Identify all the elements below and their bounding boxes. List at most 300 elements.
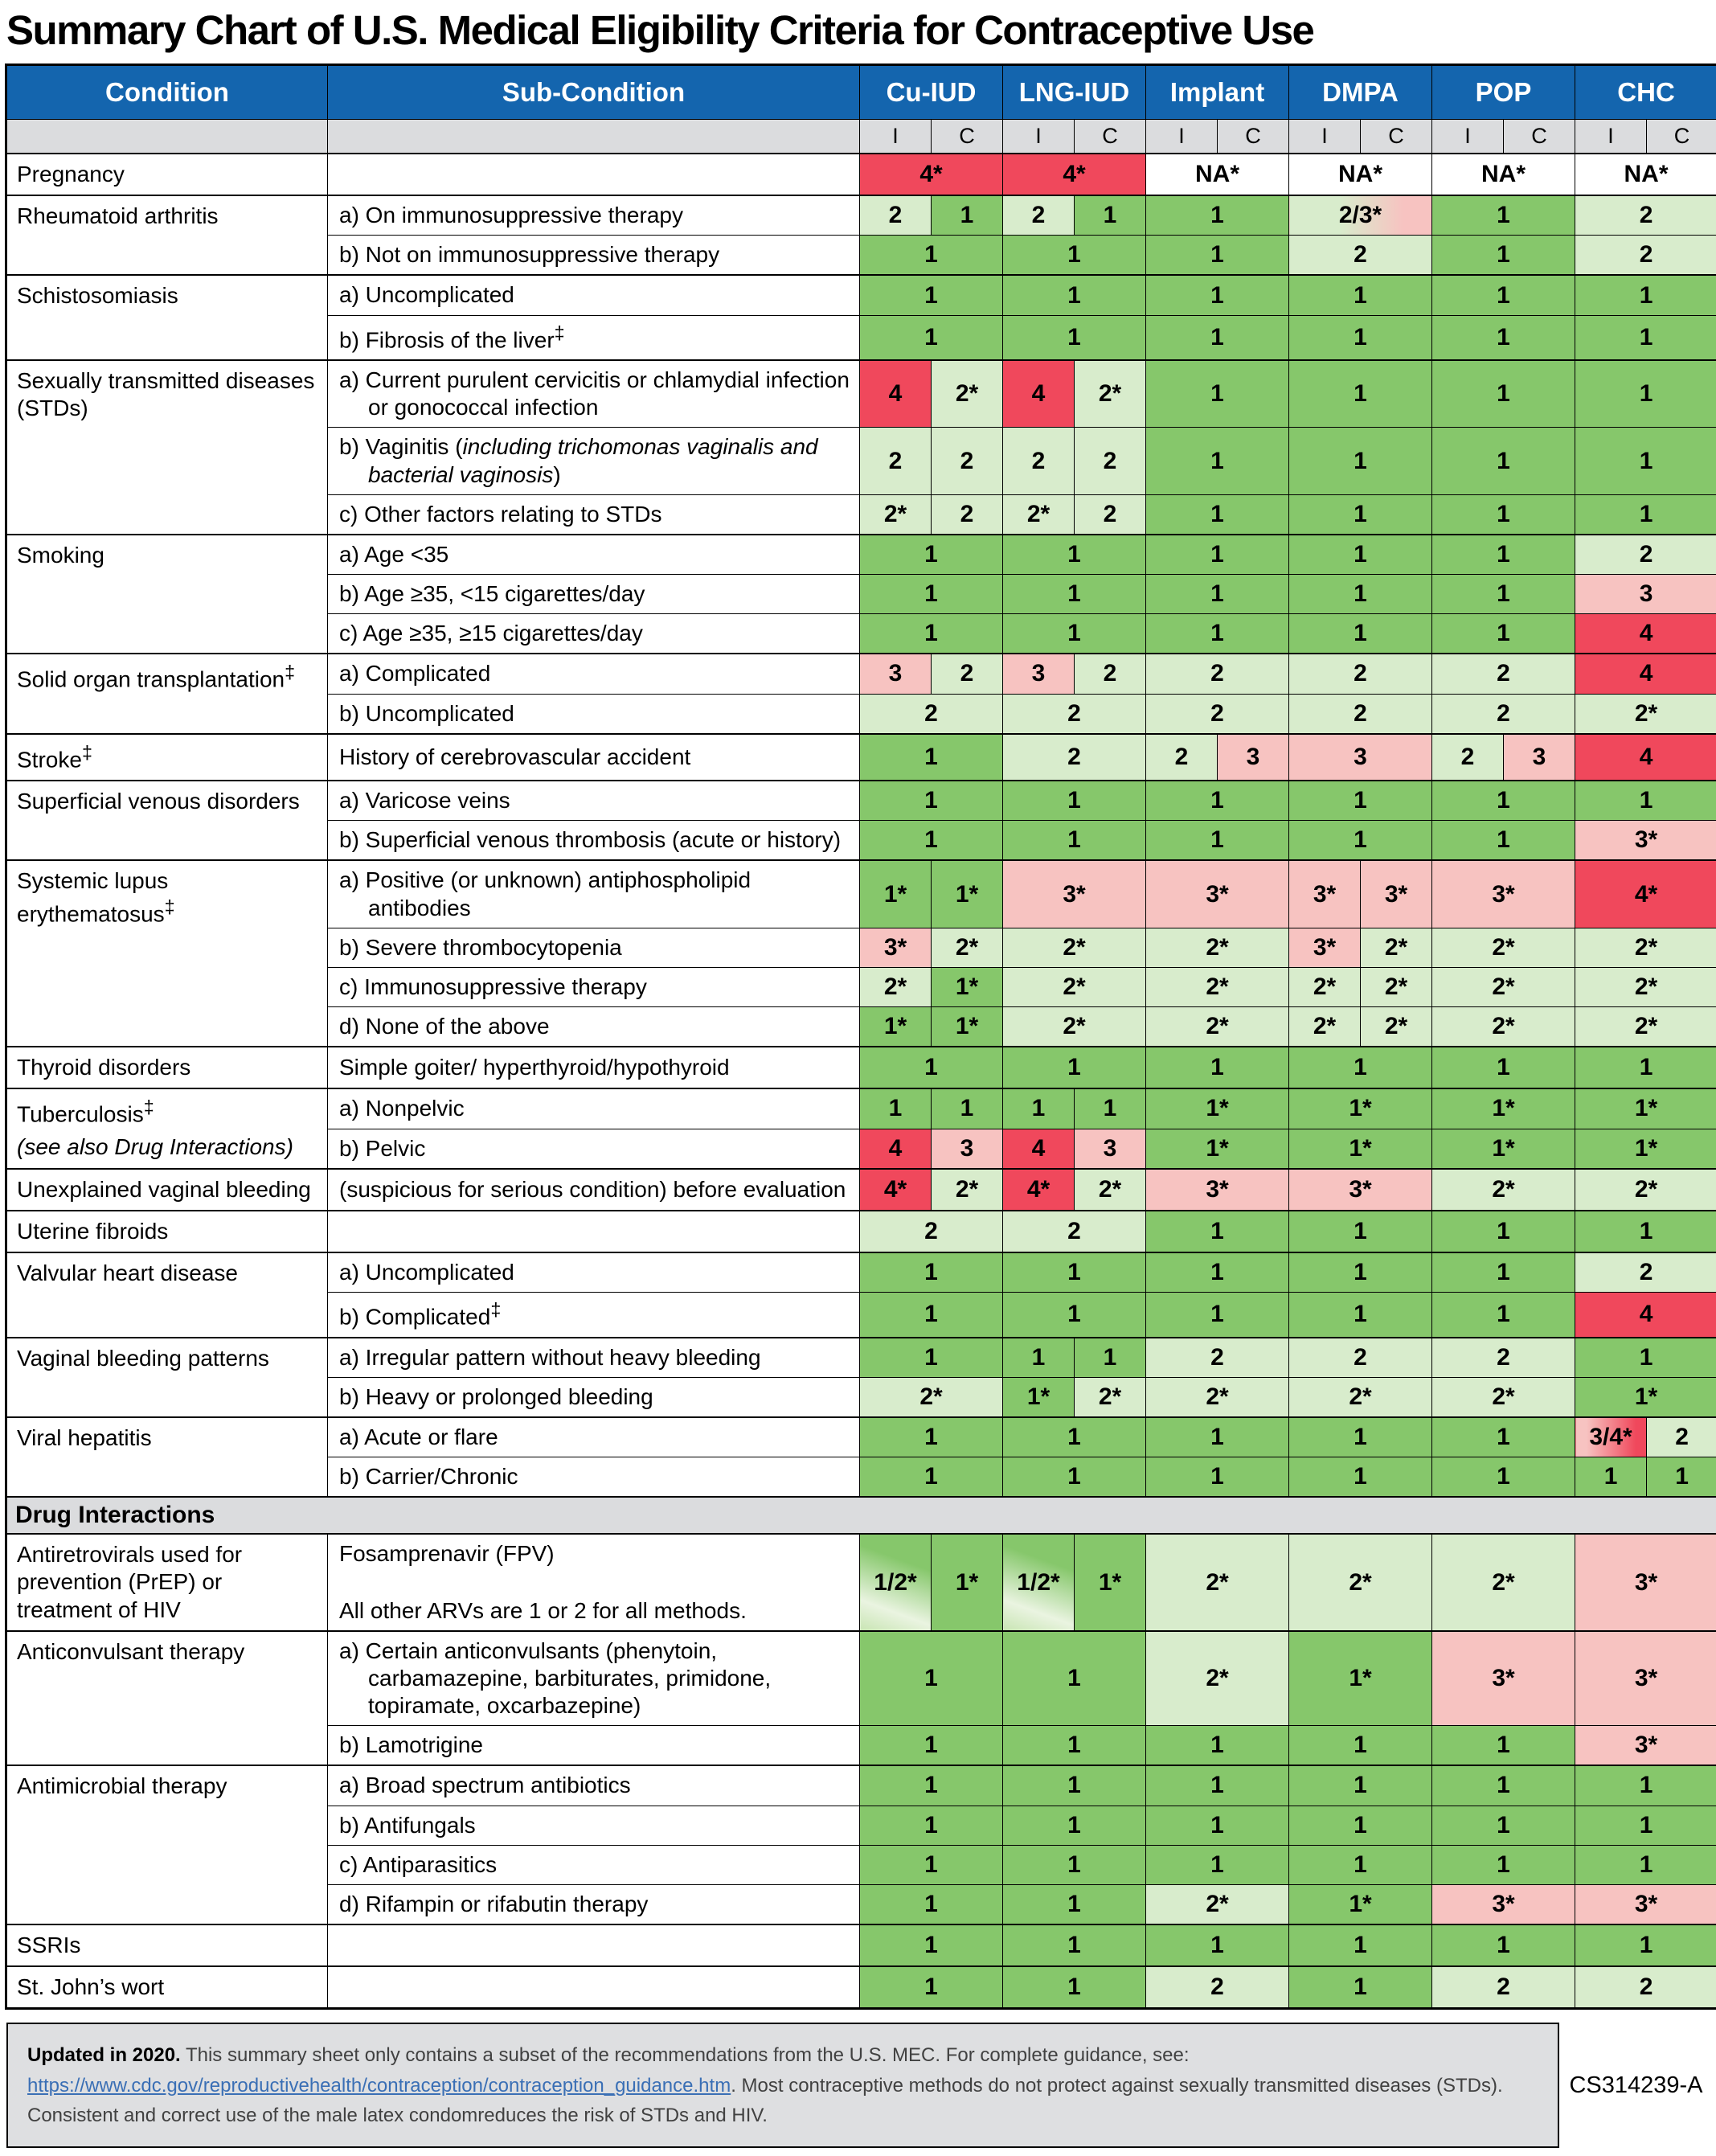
value-cell: NA* bbox=[1146, 154, 1289, 195]
value-cell: 1 bbox=[1146, 821, 1289, 861]
value-cell: 2 bbox=[1432, 1338, 1575, 1378]
condition-cell bbox=[6, 734, 328, 781]
mec-table bbox=[5, 64, 1716, 2010]
sub-condition-label: a) Acute or flare bbox=[339, 1424, 854, 1451]
value-cell: 1 bbox=[1432, 1211, 1575, 1252]
condition-label: SSRIs bbox=[17, 1933, 80, 1957]
value-cell: 1 bbox=[1003, 575, 1146, 614]
value-cell: 1 bbox=[1432, 821, 1575, 861]
value-cell: 2 bbox=[860, 1211, 1003, 1252]
sub-condition-label: b) Carrier/Chronic bbox=[339, 1463, 854, 1490]
value-cell: 2 bbox=[1146, 694, 1289, 734]
condition-label: Anticonvulsant therapy bbox=[17, 1639, 244, 1664]
sub-condition-footnote-mark: ‡ bbox=[490, 1299, 501, 1320]
value-cell: 2* bbox=[1289, 1534, 1432, 1630]
value-cell: 1 bbox=[1003, 1631, 1146, 1726]
ic-header-cell: C bbox=[932, 120, 1003, 154]
sub-condition-label: a) Current purulent cervicitis or chlamydial infection or gonococcal infection bbox=[339, 367, 854, 421]
value-cell: 1 bbox=[860, 614, 1003, 654]
value-cell: 1* bbox=[1289, 1088, 1432, 1129]
sub-condition-label: c) Antiparasitics bbox=[339, 1851, 854, 1879]
table-row bbox=[6, 535, 1716, 575]
condition-cell bbox=[6, 1765, 328, 1924]
value-cell: NA* bbox=[1432, 154, 1575, 195]
value-cell: 2 bbox=[1432, 734, 1504, 781]
condition-label: Unexplained vaginal bleeding bbox=[17, 1177, 311, 1202]
condition-footnote-mark: ‡ bbox=[144, 1096, 154, 1117]
sub-condition-cell bbox=[328, 734, 860, 781]
footer-updated-label: Updated in 2020. bbox=[27, 2044, 181, 2066]
value-cell: 1 bbox=[1289, 1924, 1432, 1966]
value-cell: 1 bbox=[860, 236, 1003, 276]
value-cell: 3 bbox=[860, 654, 932, 694]
condition-footnote-mark: ‡ bbox=[165, 896, 175, 917]
ic-header-cell: I bbox=[1003, 120, 1075, 154]
value-cell: 2* bbox=[1003, 928, 1146, 967]
sub-condition-cell bbox=[328, 967, 860, 1006]
value-cell: 1 bbox=[1146, 1252, 1289, 1293]
value-cell: 1 bbox=[1003, 236, 1146, 276]
sub-condition-label: a) Irregular pattern without heavy bleeding bbox=[339, 1344, 854, 1371]
sub-condition-cell bbox=[328, 1211, 860, 1252]
value-cell: 1 bbox=[1146, 781, 1289, 821]
ic-blank-cell bbox=[6, 120, 328, 154]
table-row bbox=[6, 1631, 1716, 1726]
value-cell: 1 bbox=[860, 1924, 1003, 1966]
condition-cell bbox=[6, 1338, 328, 1417]
condition-label: Vaginal bleeding patterns bbox=[17, 1346, 269, 1371]
value-cell: 2* bbox=[1075, 360, 1146, 428]
condition-label: Systemic lupus erythematosus bbox=[17, 868, 168, 925]
value-cell: 4* bbox=[1575, 860, 1716, 928]
value-cell: 1* bbox=[860, 860, 932, 928]
value-cell: 1 bbox=[1432, 1252, 1575, 1293]
condition-footnote-mark: ‡ bbox=[285, 662, 295, 682]
value-cell: 2* bbox=[1432, 1534, 1575, 1630]
value-cell: 3* bbox=[1432, 1884, 1575, 1924]
sub-condition-cell bbox=[328, 575, 860, 614]
value-cell: 2 bbox=[1432, 654, 1575, 694]
value-cell: 1 bbox=[1146, 1765, 1289, 1806]
value-cell: 1 bbox=[1075, 1338, 1146, 1378]
value-cell: 1 bbox=[1289, 1726, 1432, 1766]
sub-condition-label: a) On immunosuppressive therapy bbox=[339, 202, 854, 229]
value-cell: 1 bbox=[860, 781, 1003, 821]
value-cell: 1 bbox=[1146, 360, 1289, 428]
value-cell: 2* bbox=[1146, 1007, 1289, 1047]
sub-condition-fragment: ) bbox=[553, 462, 560, 487]
sub-condition-label: b) Heavy or prolonged bleeding bbox=[339, 1383, 854, 1411]
value-cell: 1 bbox=[1432, 1293, 1575, 1338]
value-cell: 2 bbox=[1075, 428, 1146, 494]
value-cell: 2 bbox=[1575, 195, 1716, 236]
value-cell: 3 bbox=[1575, 575, 1716, 614]
table-row bbox=[6, 654, 1716, 694]
value-cell: 1* bbox=[1575, 1088, 1716, 1129]
value-cell: 1 bbox=[860, 1457, 1003, 1498]
value-cell: 2 bbox=[1289, 694, 1432, 734]
value-cell: 1 bbox=[1289, 360, 1432, 428]
sub-condition-cell bbox=[328, 1966, 860, 2009]
value-cell: 1 bbox=[1575, 1338, 1716, 1378]
value-cell: 2* bbox=[1075, 1169, 1146, 1211]
table-row bbox=[6, 1765, 1716, 1806]
value-cell: 2* bbox=[932, 360, 1003, 428]
value-cell: 1 bbox=[1003, 535, 1146, 575]
sub-condition-cell bbox=[328, 1252, 860, 1293]
value-cell: 1 bbox=[1289, 428, 1432, 494]
sub-condition-label: a) Broad spectrum antibiotics bbox=[339, 1772, 854, 1799]
value-cell: 1 bbox=[860, 315, 1003, 360]
value-cell: 2* bbox=[1432, 1169, 1575, 1211]
value-cell: 1 bbox=[1575, 275, 1716, 315]
sub-condition-cell bbox=[328, 494, 860, 535]
value-cell: 1 bbox=[1075, 195, 1146, 236]
value-cell: 3 bbox=[1218, 734, 1289, 781]
sub-condition-cell bbox=[328, 1088, 860, 1129]
value-cell: 2* bbox=[1432, 967, 1575, 1006]
sub-condition-cell bbox=[328, 1338, 860, 1378]
value-cell: 1 bbox=[860, 1806, 1003, 1845]
value-cell: 1 bbox=[860, 1845, 1003, 1884]
value-cell: 1 bbox=[1003, 1457, 1146, 1498]
sub-condition-label: b) Complicated‡ bbox=[339, 1298, 854, 1330]
sub-condition-label: d) Rifampin or rifabutin therapy bbox=[339, 1891, 854, 1918]
value-cell: 1 bbox=[1146, 575, 1289, 614]
value-cell: 2* bbox=[1575, 967, 1716, 1006]
value-cell: 1 bbox=[1575, 494, 1716, 535]
value-cell: 1 bbox=[1575, 1845, 1716, 1884]
sub-condition-label: a) Nonpelvic bbox=[339, 1095, 854, 1122]
sub-condition-cell bbox=[328, 275, 860, 315]
value-cell: 2* bbox=[1146, 928, 1289, 967]
condition-label: Rheumatoid arthritis bbox=[17, 203, 219, 228]
sub-condition-label: b) Age ≥35, <15 cigarettes/day bbox=[339, 580, 854, 608]
value-cell: 2 bbox=[932, 494, 1003, 535]
value-cell: 2* bbox=[932, 928, 1003, 967]
sub-condition-label: History of cerebrovascular accident bbox=[339, 744, 854, 771]
value-cell: 2* bbox=[1432, 928, 1575, 967]
sub-condition-label: a) Varicose veins bbox=[339, 787, 854, 814]
value-cell: 1 bbox=[1146, 1211, 1289, 1252]
condition-label: Viral hepatitis bbox=[17, 1425, 152, 1450]
value-cell: 1 bbox=[1146, 614, 1289, 654]
value-cell: 3* bbox=[1003, 860, 1146, 928]
value-cell: 2* bbox=[1361, 1007, 1432, 1047]
value-cell: 3/4* bbox=[1575, 1417, 1647, 1457]
table-row bbox=[6, 1924, 1716, 1966]
sub-condition-cell bbox=[328, 1457, 860, 1498]
ic-header-cell: C bbox=[1361, 120, 1432, 154]
value-cell: 1/2* bbox=[1003, 1534, 1075, 1630]
condition-label: Solid organ transplantation bbox=[17, 667, 285, 692]
value-cell: 1 bbox=[1003, 1806, 1146, 1845]
value-cell: 1 bbox=[860, 1338, 1003, 1378]
value-cell: 1 bbox=[1003, 1845, 1146, 1884]
col-header-sub-condition: Sub-Condition bbox=[328, 65, 860, 120]
value-cell: 1 bbox=[1432, 275, 1575, 315]
ic-header-cell: I bbox=[1146, 120, 1218, 154]
value-cell: NA* bbox=[1289, 154, 1432, 195]
sub-condition-label bbox=[339, 433, 854, 488]
value-cell: 1 bbox=[1575, 360, 1716, 428]
value-cell: 2 bbox=[860, 428, 932, 494]
value-cell: 1* bbox=[1146, 1129, 1289, 1169]
condition-label: Schistosomiasis bbox=[17, 283, 178, 308]
condition-cell bbox=[6, 654, 328, 733]
sub-condition-cell bbox=[328, 1726, 860, 1766]
value-cell: 2* bbox=[1146, 967, 1289, 1006]
sub-condition-cell bbox=[328, 781, 860, 821]
value-cell: 1 bbox=[1432, 575, 1575, 614]
value-cell: 1 bbox=[1146, 1806, 1289, 1845]
condition-cell bbox=[6, 360, 328, 535]
value-cell: 1 bbox=[860, 1726, 1003, 1766]
value-cell: 1 bbox=[1003, 1293, 1146, 1338]
table-row bbox=[6, 1338, 1716, 1378]
condition-label: Antimicrobial therapy bbox=[17, 1773, 227, 1798]
value-cell: 1 bbox=[1432, 195, 1575, 236]
value-cell: 4* bbox=[860, 154, 1003, 195]
value-cell: 4 bbox=[860, 1129, 932, 1169]
value-cell: 1* bbox=[1289, 1884, 1432, 1924]
method-column-header: DMPA bbox=[1289, 65, 1432, 120]
sub-condition-label: a) Complicated bbox=[339, 660, 854, 687]
value-cell: 1 bbox=[1432, 428, 1575, 494]
sub-condition-label: a) Positive (or unknown) antiphospholipid antibodies bbox=[339, 867, 854, 921]
sub-condition-cell bbox=[328, 821, 860, 861]
condition-cell bbox=[6, 860, 328, 1047]
condition-cell bbox=[6, 1169, 328, 1211]
value-cell: 1 bbox=[1289, 1457, 1432, 1498]
sub-condition-cell bbox=[328, 1845, 860, 1884]
condition-cell bbox=[6, 1211, 328, 1252]
value-cell: 3* bbox=[1146, 1169, 1289, 1211]
value-cell: 2 bbox=[1575, 535, 1716, 575]
sub-condition-label: c) Age ≥35, ≥15 cigarettes/day bbox=[339, 620, 854, 647]
doc-code: CS314239-A bbox=[1559, 2072, 1713, 2099]
sub-condition-cell bbox=[328, 1631, 860, 1726]
value-cell: 1 bbox=[1432, 1806, 1575, 1845]
condition-note: (see also Drug Interactions) bbox=[17, 1133, 321, 1161]
value-cell: 1 bbox=[1575, 428, 1716, 494]
value-cell: 1 bbox=[1289, 1806, 1432, 1845]
value-cell: 4* bbox=[1003, 154, 1146, 195]
method-column-header: LNG-IUD bbox=[1003, 65, 1146, 120]
value-cell: 2 bbox=[1146, 1966, 1289, 2009]
value-cell: 2 bbox=[1003, 428, 1075, 494]
value-cell: 1 bbox=[1289, 614, 1432, 654]
value-cell: 2 bbox=[1075, 654, 1146, 694]
value-cell: 4 bbox=[860, 360, 932, 428]
value-cell: 1 bbox=[1289, 494, 1432, 535]
value-cell: 2* bbox=[1289, 1377, 1432, 1417]
condition-label: Uterine fibroids bbox=[17, 1219, 168, 1244]
table-row bbox=[6, 1252, 1716, 1293]
value-cell: 1* bbox=[1289, 1631, 1432, 1726]
sub-condition-label: a) Uncomplicated bbox=[339, 1259, 854, 1286]
sub-condition-label: Simple goiter/ hyperthyroid/hypothyroid bbox=[339, 1054, 854, 1081]
value-cell: 3* bbox=[1432, 860, 1575, 928]
value-cell: 1/2* bbox=[860, 1534, 932, 1630]
value-cell: 1 bbox=[860, 575, 1003, 614]
value-cell: 2 bbox=[860, 694, 1003, 734]
value-cell: 2 bbox=[1075, 494, 1146, 535]
ic-header-cell: I bbox=[1575, 120, 1647, 154]
table-row bbox=[6, 154, 1716, 195]
sub-condition-label: a) Uncomplicated bbox=[339, 281, 854, 309]
condition-label: Smoking bbox=[17, 543, 104, 568]
value-cell: 4 bbox=[1575, 614, 1716, 654]
value-cell: 2 bbox=[1003, 734, 1146, 781]
value-cell: 4 bbox=[1575, 1293, 1716, 1338]
value-cell: 1 bbox=[1432, 1924, 1575, 1966]
value-cell: 1* bbox=[1432, 1088, 1575, 1129]
value-cell: 1 bbox=[1146, 1924, 1289, 1966]
value-cell: 3* bbox=[1361, 860, 1432, 928]
value-cell: 1 bbox=[1146, 1845, 1289, 1884]
value-cell: 1 bbox=[1003, 1966, 1146, 2009]
value-cell: 2* bbox=[1289, 967, 1361, 1006]
value-cell: 1 bbox=[1432, 494, 1575, 535]
value-cell: 2 bbox=[1003, 1211, 1146, 1252]
footer-guidance-link[interactable]: https://www.cdc.gov/reproductivehealth/contraception/contraception_guidance.htm bbox=[27, 2075, 731, 2097]
value-cell: 1 bbox=[1432, 1457, 1575, 1498]
sub-condition-cell bbox=[328, 1884, 860, 1924]
value-cell: 2 bbox=[1003, 195, 1075, 236]
value-cell: 2* bbox=[1432, 1377, 1575, 1417]
value-cell: 1 bbox=[860, 1631, 1003, 1726]
ic-blank-cell bbox=[328, 120, 860, 154]
value-cell: 1 bbox=[860, 1417, 1003, 1457]
value-cell: 2 bbox=[1575, 236, 1716, 276]
value-cell: 2* bbox=[1146, 1884, 1289, 1924]
value-cell: 1 bbox=[1146, 428, 1289, 494]
value-cell: 1 bbox=[860, 535, 1003, 575]
value-cell: 3* bbox=[1289, 860, 1361, 928]
value-cell: 2* bbox=[1146, 1631, 1289, 1726]
ic-header-cell: C bbox=[1218, 120, 1289, 154]
ic-header-cell: I bbox=[1432, 120, 1504, 154]
value-cell: 1 bbox=[1289, 575, 1432, 614]
condition-cell bbox=[6, 1534, 328, 1630]
ic-header-cell: C bbox=[1075, 120, 1146, 154]
value-cell: 3* bbox=[1575, 1631, 1716, 1726]
value-cell: 1 bbox=[1146, 1293, 1289, 1338]
value-cell: 1 bbox=[860, 1252, 1003, 1293]
value-cell: 1 bbox=[860, 734, 1003, 781]
condition-cell bbox=[6, 195, 328, 275]
sub-condition-label: a) Certain anticonvulsants (phenytoin, carbamazepine, barbiturates, primidone, topiramate, oxcarbazepine) bbox=[339, 1637, 854, 1719]
value-cell: 1 bbox=[1003, 275, 1146, 315]
condition-cell bbox=[6, 154, 328, 195]
value-cell: 1 bbox=[1146, 1726, 1289, 1766]
value-cell: 3* bbox=[1289, 928, 1361, 967]
sub-condition-label: b) Not on immunosuppressive therapy bbox=[339, 241, 854, 268]
value-cell: 2 bbox=[1289, 236, 1432, 276]
value-cell: 2 bbox=[860, 195, 932, 236]
condition-label: Thyroid disorders bbox=[17, 1055, 190, 1080]
value-cell: 1 bbox=[1575, 1924, 1716, 1966]
method-column-header: Cu-IUD bbox=[860, 65, 1003, 120]
value-cell: 1 bbox=[1289, 1293, 1432, 1338]
table-row bbox=[6, 1169, 1716, 1211]
value-cell: 1* bbox=[932, 1534, 1003, 1630]
value-cell: NA* bbox=[1575, 154, 1716, 195]
value-cell: 1 bbox=[1003, 781, 1146, 821]
sub-condition-label: b) Superficial venous thrombosis (acute or history) bbox=[339, 826, 854, 854]
table-row bbox=[6, 360, 1716, 428]
value-cell: 2* bbox=[1575, 928, 1716, 967]
table-row bbox=[6, 1534, 1716, 1630]
value-cell: 1 bbox=[1432, 360, 1575, 428]
value-cell: 1 bbox=[1289, 275, 1432, 315]
value-cell: 2 bbox=[1432, 1966, 1575, 2009]
sub-condition-fragment: b) Vaginitis ( bbox=[339, 434, 463, 459]
condition-cell bbox=[6, 1417, 328, 1497]
value-cell: 1 bbox=[1432, 1047, 1575, 1088]
table-row bbox=[6, 1966, 1716, 2009]
value-cell: 2* bbox=[1146, 1377, 1289, 1417]
value-cell: 1 bbox=[860, 1293, 1003, 1338]
value-cell: 1 bbox=[1432, 535, 1575, 575]
value-cell: 1 bbox=[1003, 1338, 1075, 1378]
value-cell: 2* bbox=[1146, 1534, 1289, 1630]
value-cell: 1 bbox=[860, 1765, 1003, 1806]
value-cell: 1 bbox=[1647, 1457, 1716, 1498]
value-cell: 2 bbox=[1146, 734, 1218, 781]
condition-cell bbox=[6, 535, 328, 654]
value-cell: 1 bbox=[1289, 781, 1432, 821]
table-row bbox=[6, 734, 1716, 781]
sub-condition-cell bbox=[328, 1534, 860, 1630]
value-cell: 2* bbox=[1361, 967, 1432, 1006]
sub-condition-cell bbox=[328, 195, 860, 236]
sub-condition-cell bbox=[328, 694, 860, 734]
value-cell: 1 bbox=[1575, 1211, 1716, 1252]
table-row bbox=[6, 1417, 1716, 1457]
value-cell: 2 bbox=[1003, 694, 1146, 734]
sub-condition-line: Fosamprenavir (FPV) bbox=[339, 1540, 854, 1568]
condition-cell bbox=[6, 1088, 328, 1168]
value-cell: 3 bbox=[1289, 734, 1432, 781]
value-cell: 2* bbox=[1432, 1007, 1575, 1047]
value-cell: 1 bbox=[1146, 1047, 1289, 1088]
value-cell: 1 bbox=[932, 195, 1003, 236]
col-header-condition: Condition bbox=[6, 65, 328, 120]
value-cell: 1* bbox=[932, 1007, 1003, 1047]
value-cell: 2/3* bbox=[1289, 195, 1432, 236]
value-cell: 4 bbox=[1575, 654, 1716, 694]
value-cell: 1 bbox=[1003, 1417, 1146, 1457]
condition-cell bbox=[6, 1047, 328, 1088]
value-cell: 2 bbox=[1575, 1252, 1716, 1293]
condition-label: Tuberculosis bbox=[17, 1102, 144, 1127]
value-cell: 1 bbox=[1003, 1884, 1146, 1924]
value-cell: 1 bbox=[1432, 781, 1575, 821]
value-cell: 2 bbox=[1647, 1417, 1716, 1457]
condition-label: Sexually transmitted diseases (STDs) bbox=[17, 368, 314, 420]
section-header: Drug Interactions bbox=[6, 1497, 1716, 1534]
condition-label: Valvular heart disease bbox=[17, 1260, 238, 1285]
value-cell: 1* bbox=[1075, 1534, 1146, 1630]
condition-cell bbox=[6, 1631, 328, 1766]
sub-condition-cell bbox=[328, 1806, 860, 1845]
sub-condition-label: (suspicious for serious condition) before evaluation bbox=[339, 1176, 854, 1203]
value-cell: 1 bbox=[1289, 1252, 1432, 1293]
sub-condition-cell bbox=[328, 928, 860, 967]
sub-condition-label: b) Uncomplicated bbox=[339, 700, 854, 728]
